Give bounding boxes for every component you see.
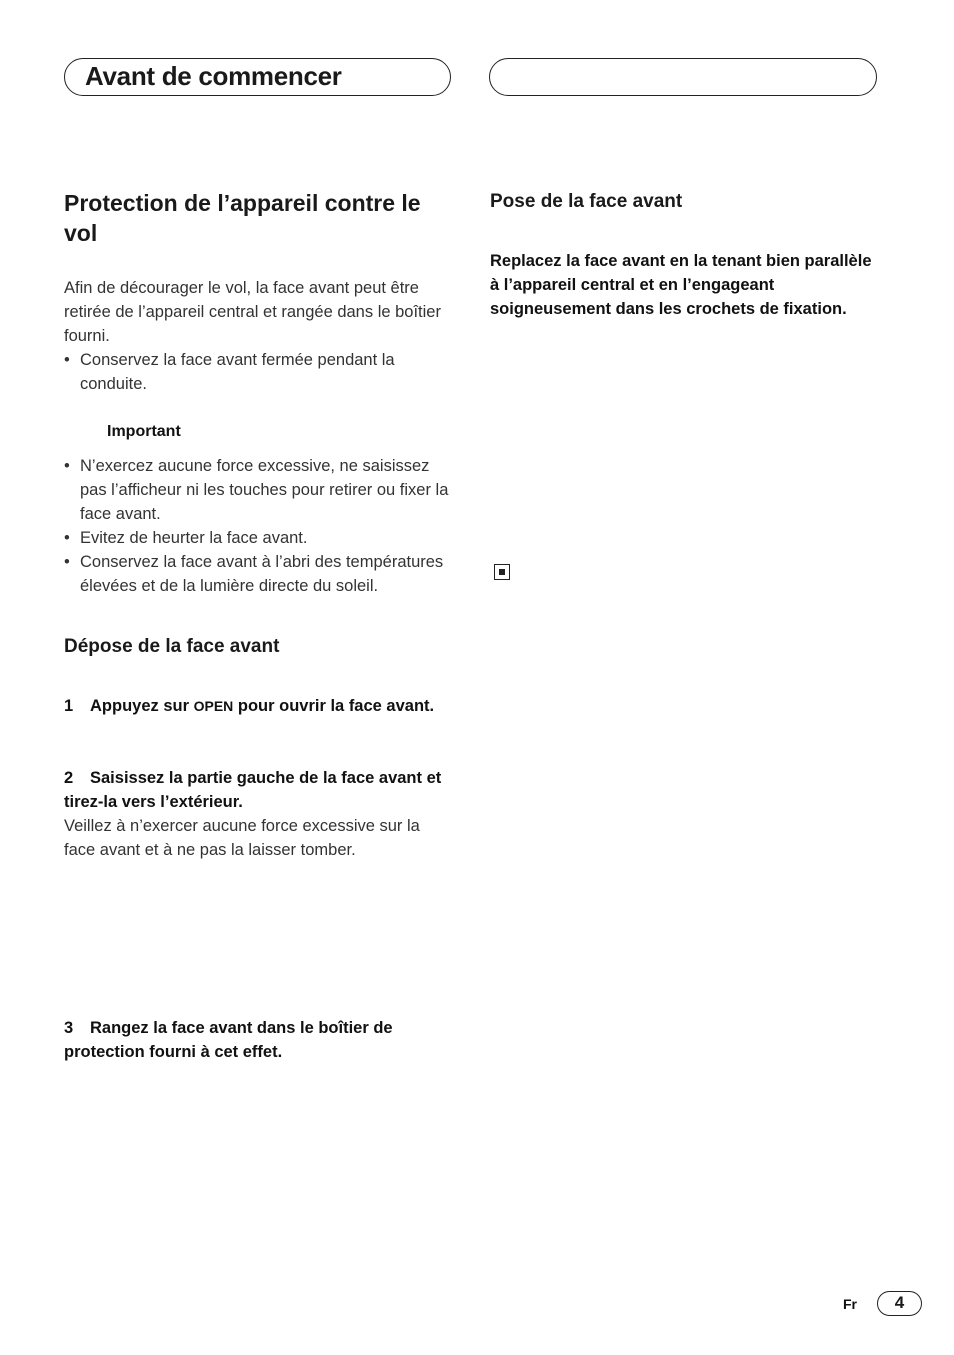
- attach-heading: Pose de la face avant: [490, 191, 683, 212]
- important-list: [64, 454, 454, 598]
- step-text: Appuyez sur: [90, 697, 194, 715]
- important-item: • Conservez la face avant à l’abri des températures élevées et de la lumière directe du soleil.: [64, 550, 454, 598]
- section-header-left: [64, 58, 451, 96]
- attach-instruction: Replacez la face avant en la tenant bien parallèle à l’appareil central et en l’engageant soigneusement dans les crochets de fixation.: [490, 252, 872, 318]
- intro-bullet: • Conservez la face avant fermée pendant la conduite.: [64, 348, 454, 396]
- removal-step-3: [64, 1016, 454, 1064]
- removal-step-1: [64, 694, 454, 718]
- step-body: Veillez à n’exercer aucune force excessive sur la face avant et à ne pas la laisser tomber.: [64, 817, 420, 859]
- important-label: Important: [107, 423, 181, 440]
- theft-protection-heading: Protection de l’appareil contre le vol: [64, 190, 421, 246]
- section-header-right: [489, 58, 877, 96]
- intro-paragraph: Afin de décourager le vol, la face avant peut être retirée de l’appareil central et rangée dans le boîtier fourni.: [64, 279, 441, 345]
- removal-step-2: [64, 766, 454, 862]
- step-text: pour ouvrir la face avant.: [233, 697, 435, 715]
- important-item: • Evitez de heurter la face avant.: [64, 526, 454, 550]
- step-number: 1: [64, 697, 74, 715]
- section-end-icon: [494, 564, 510, 580]
- step-number: 3: [64, 1019, 74, 1037]
- section-title: Avant de commencer: [85, 61, 342, 91]
- page-number: 4: [877, 1291, 922, 1316]
- removal-heading: Dépose de la face avant: [64, 636, 280, 657]
- language-code: Fr: [843, 1296, 857, 1312]
- step-title: Rangez la face avant dans le boîtier de protection fourni à cet effet.: [64, 1019, 393, 1061]
- step-title: Saisissez la partie gauche de la face avant et tirez-la vers l’extérieur.: [64, 769, 442, 811]
- step-number: 2: [64, 769, 74, 787]
- open-key-label: OPEN: [193, 698, 234, 714]
- left-column: [64, 188, 454, 598]
- important-item: • N’exercez aucune force excessive, ne saisissez pas l’afficheur ni les touches pour retirer ou fixer la face avant.: [64, 454, 454, 526]
